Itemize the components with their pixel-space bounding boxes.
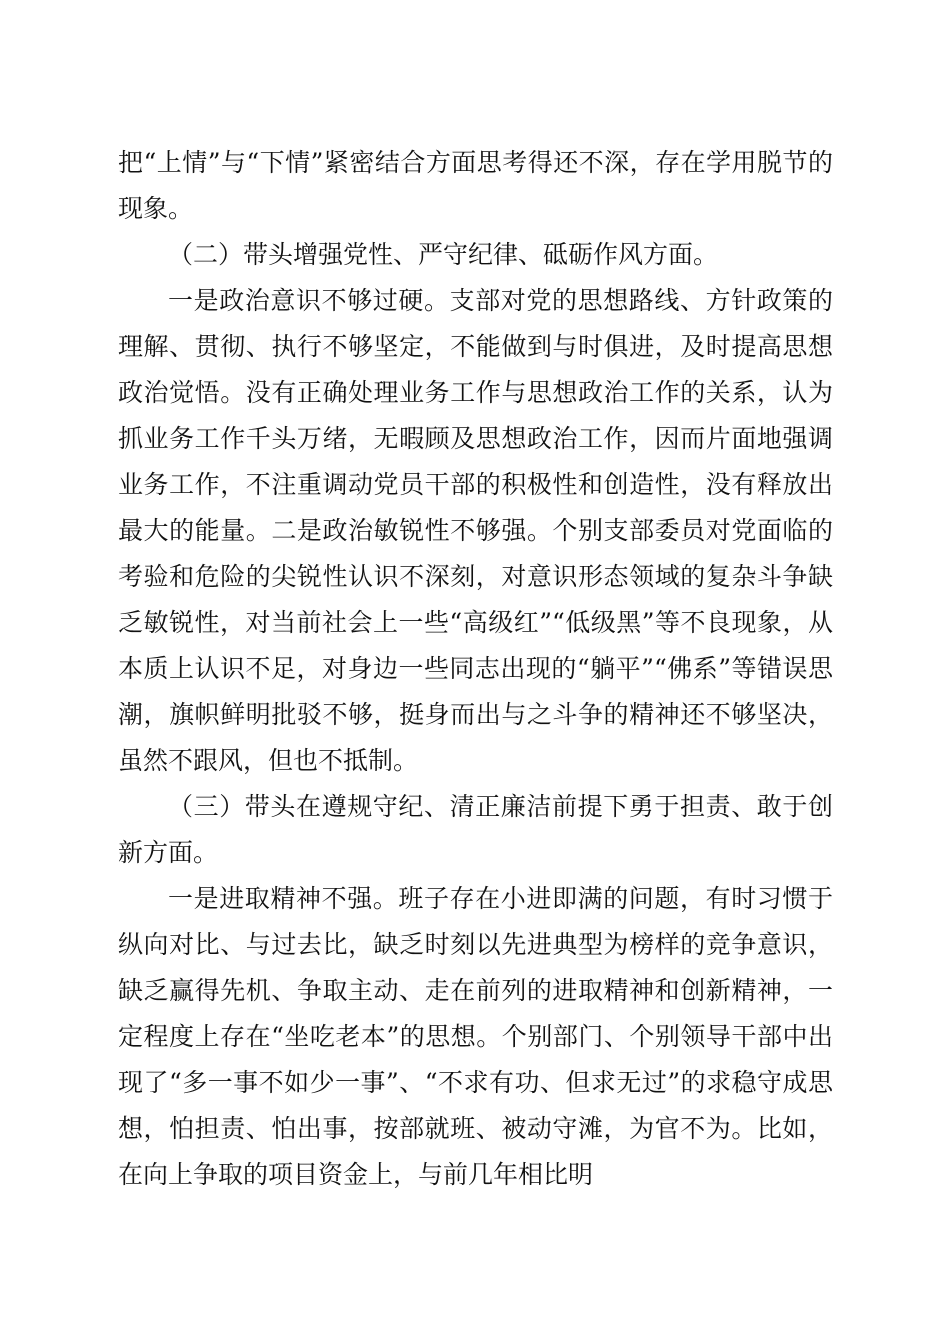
section-heading-2: （二）带头增强党性、严守纪律、砥砺作风方面。 <box>168 240 719 269</box>
section-heading-3: （三）带头在遵规守纪、清正廉洁前提下勇于担责、敢于创新方面。 <box>118 792 833 867</box>
paragraph-enterprising-spirit: 一是进取精神不强。班子存在小进即满的问题，有时习惯于纵向对比、与过去比，缺乏时刻以先进典型为榜样的竞争意识，缺乏赢得先机、争取主动、走在前列的进取精神和创新精神，一定程度上存在“坐吃老本”的思想。个别部门、个别领导干部中出现了“多一事不如少一事”、“不求有功、但求无过”的求稳守成思想，怕担责、怕出事，按部就班、被动守滩，为官不为。比如，在向上争取的项目资金上，与前几年相比明 <box>118 884 833 1189</box>
paragraph-continuation: 把“上情”与“下情”紧密结合方面思考得还不深，存在学用脱节的现象。 <box>118 148 833 223</box>
paragraph-political-awareness: 一是政治意识不够过硬。支部对党的思想路线、方针政策的理解、贯彻、执行不够坚定，不能做到与时俱进，及时提高思想政治觉悟。没有正确处理业务工作与思想政治工作的关系，认为抓业务工作千头万绪，无暇顾及思想政治工作，因而片面地强调业务工作，不注重调动党员干部的积极性和创造性，没有释放出最大的能量。二是政治敏锐性不够强。个别支部委员对党面临的考验和危险的尖锐性认识不深刻，对意识形态领域的复杂斗争缺乏敏锐性，对当前社会上一些“高级红”“低级黑”等不良现象，从本质上认识不足，对身边一些同志出现的“躺平”“佛系”等错误思潮，旗帜鲜明批驳不够，挺身而出与之斗争的精神还不够坚决，虽然不跟风，但也不抵制。 <box>118 286 833 775</box>
document-body <box>118 140 833 1198</box>
